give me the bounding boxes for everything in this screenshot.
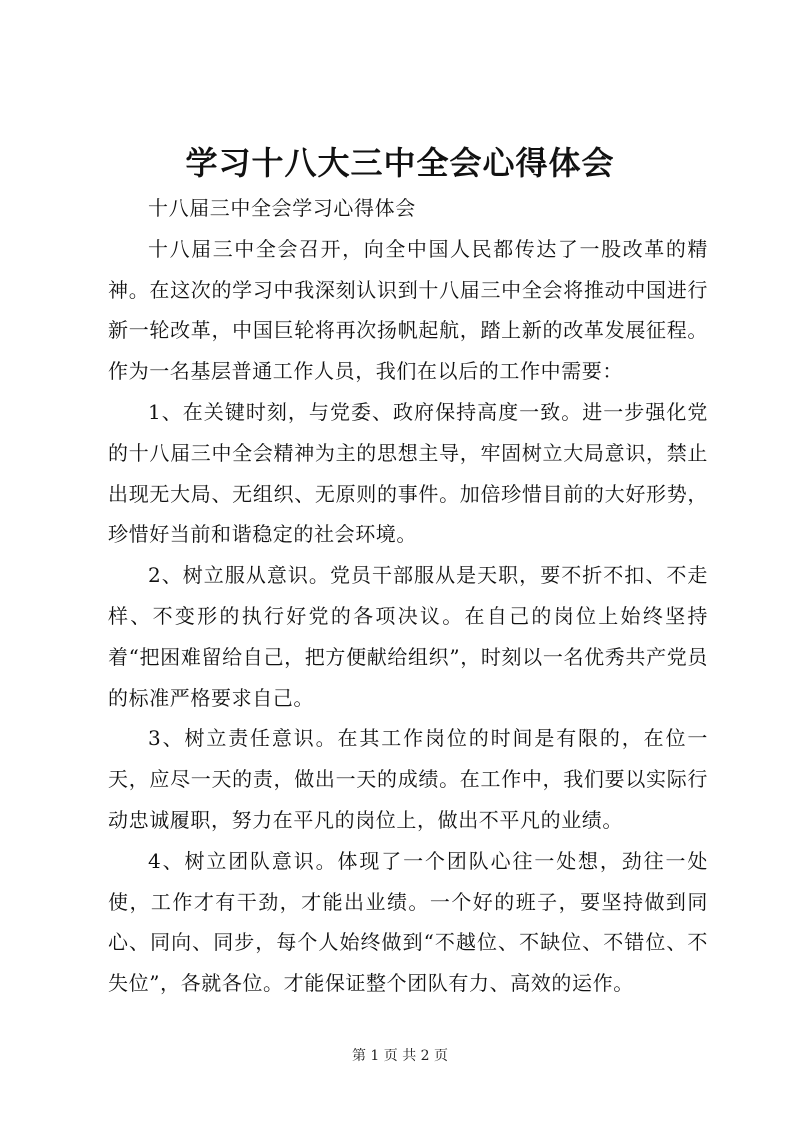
paragraph-point-2: 2、树立服从意识。党员干部服从是天职，要不折不扣、不走样、不变形的执行好党的各项决议。在自己的岗位上始终坚持着“把困难留给自己，把方便献给组织”，时刻以一名优秀共产党员的标准严格要求自己。 bbox=[108, 563, 708, 710]
page-number-indicator: 第 1 页 共 2 页 bbox=[351, 1048, 449, 1064]
document-title: 学习十八大三中全会心得体会 bbox=[185, 144, 615, 182]
document-subtitle: 十八届三中全会学习心得体会 bbox=[148, 196, 416, 220]
page-footer bbox=[0, 1046, 800, 1066]
paragraph-point-4: 4、树立团队意识。体现了一个团队心往一处想，劲往一处使，工作才有干劲，才能出业绩。一个好的班子，要坚持做到同心、同向、同步，每个人始终做到“不越位、不缺位、不错位、不失位”，各就各位。才能保证整个团队有力、高效的运作。 bbox=[108, 848, 708, 996]
document-body bbox=[108, 188, 708, 1004]
paragraph-point-1: 1、在关键时刻，与党委、政府保持高度一致。进一步强化党的十八届三中全会精神为主的思想主导，牢固树立大局意识，禁止出现无大局、无组织、无原则的事件。加倍珍惜目前的大好形势，珍惜好当前和谐稳定的社会环境。 bbox=[108, 399, 708, 547]
paragraph-point-3: 3、树立责任意识。在其工作岗位的时间是有限的，在位一天，应尽一天的责，做出一天的成绩。在工作中，我们要以实际行动忠诚履职，努力在平凡的岗位上，做出不平凡的业绩。 bbox=[108, 726, 708, 832]
paragraph-intro: 十八届三中全会召开，向全中国人民都传达了一股改革的精神。在这次的学习中我深刻认识到十八届三中全会将推动中国进行新一轮改革，中国巨轮将再次扬帆起航，踏上新的改革发展征程。作为一名基层普通工作人员，我们在以后的工作中需要： bbox=[108, 236, 708, 384]
